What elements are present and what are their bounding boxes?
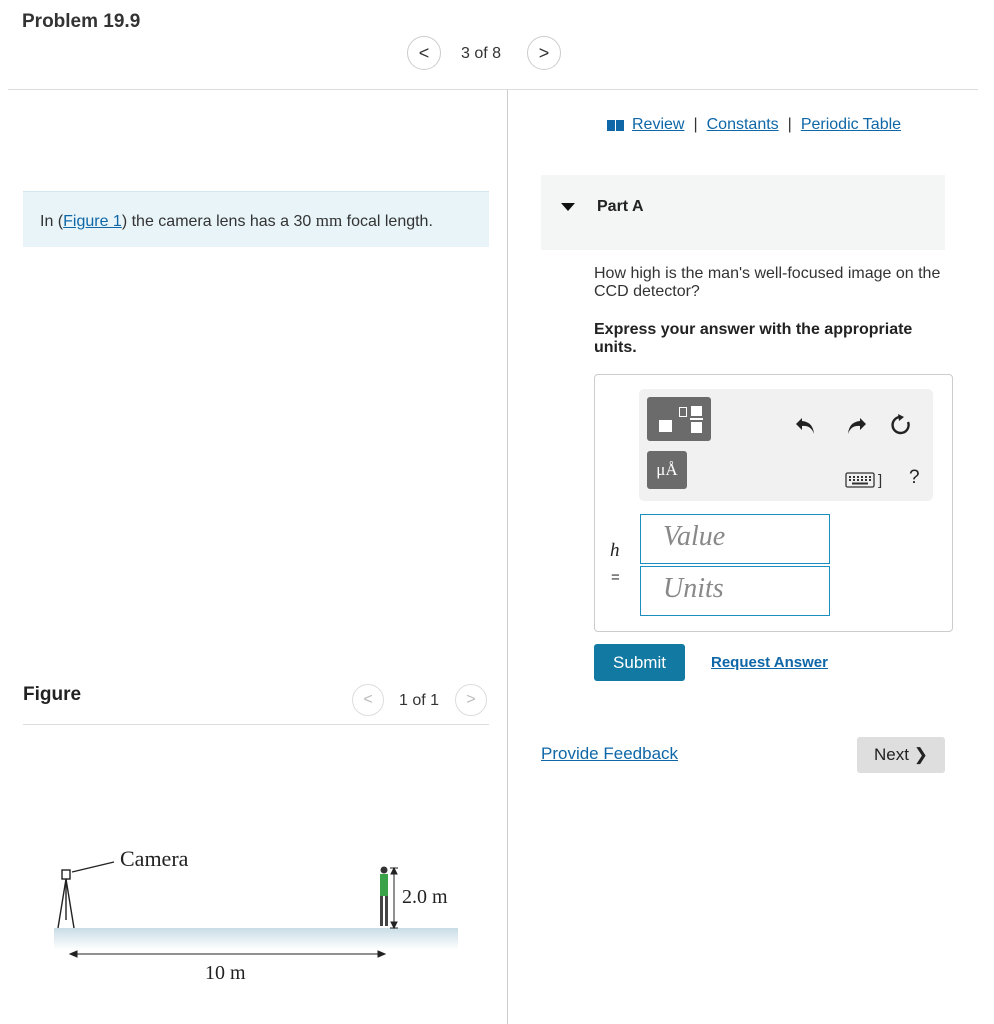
constants-link[interactable]: Constants	[706, 116, 779, 133]
distance-label: 10 m	[205, 962, 246, 984]
resource-links	[607, 116, 901, 134]
periodic-table-link[interactable]: Periodic Table	[800, 116, 902, 133]
height-arrow	[390, 868, 398, 928]
help-button[interactable]: ?	[909, 467, 920, 488]
answer-panel	[594, 374, 953, 632]
review-link[interactable]: Review	[632, 116, 685, 133]
submit-button[interactable]: Submit	[594, 644, 685, 681]
instruction-text: Express your answer with the appropriate units.	[594, 321, 913, 356]
figure-illustration	[40, 840, 480, 1000]
math-toolbar	[639, 389, 933, 501]
tripod-camera-icon	[58, 862, 114, 928]
value-input[interactable]: Value	[640, 514, 830, 564]
figure-divider	[23, 724, 489, 725]
keyboard-icon[interactable]	[845, 471, 889, 489]
reset-icon[interactable]	[889, 413, 913, 437]
distance-arrow	[70, 951, 385, 957]
next-problem-button[interactable]: >	[527, 36, 561, 70]
answer-variable: h	[610, 540, 620, 561]
prev-figure-button[interactable]: <	[352, 684, 384, 716]
problem-pager: 3 of 8	[461, 45, 502, 62]
header-divider	[8, 89, 978, 90]
units-button-label: μÅ	[656, 460, 678, 479]
redo-icon[interactable]	[843, 415, 867, 437]
templates-button[interactable]	[647, 397, 711, 441]
intro-text: In (Figure 1) the camera lens has a 30 mm focal length.	[40, 211, 433, 230]
camera-label: Camera	[120, 846, 189, 871]
figure-heading: Figure	[23, 684, 82, 705]
man-figure-icon	[380, 867, 388, 927]
undo-icon[interactable]	[795, 415, 819, 437]
height-label: 2.0 m	[402, 886, 448, 908]
units-input[interactable]: Units	[640, 566, 830, 616]
units-button[interactable]	[647, 451, 687, 489]
figure-pager: 1 of 1	[399, 692, 440, 709]
ground	[54, 928, 458, 950]
keyboard-bracket: ]	[878, 471, 883, 489]
next-button[interactable]: Next ❯	[857, 737, 945, 773]
provide-feedback-link[interactable]: Provide Feedback	[541, 744, 679, 763]
collapse-triangle-icon	[561, 203, 575, 211]
question-text: How high is the man's well-focused image on the CCD detector?	[594, 265, 941, 300]
separator: |	[693, 116, 698, 133]
equals-sign: =	[611, 569, 620, 586]
unit-mm: mm	[315, 211, 343, 230]
column-divider	[507, 90, 508, 1024]
prev-problem-button[interactable]: <	[407, 36, 441, 70]
intro-box	[23, 191, 489, 247]
book-icon	[607, 120, 624, 131]
next-figure-button[interactable]: >	[455, 684, 487, 716]
request-answer-link[interactable]: Request Answer	[711, 654, 828, 671]
part-label: Part A	[597, 198, 644, 215]
separator: |	[787, 116, 792, 133]
part-header[interactable]	[541, 175, 945, 250]
figure-link[interactable]: Figure 1	[63, 213, 122, 230]
problem-title: Problem 19.9	[22, 11, 141, 32]
camera-scene	[40, 840, 480, 1000]
